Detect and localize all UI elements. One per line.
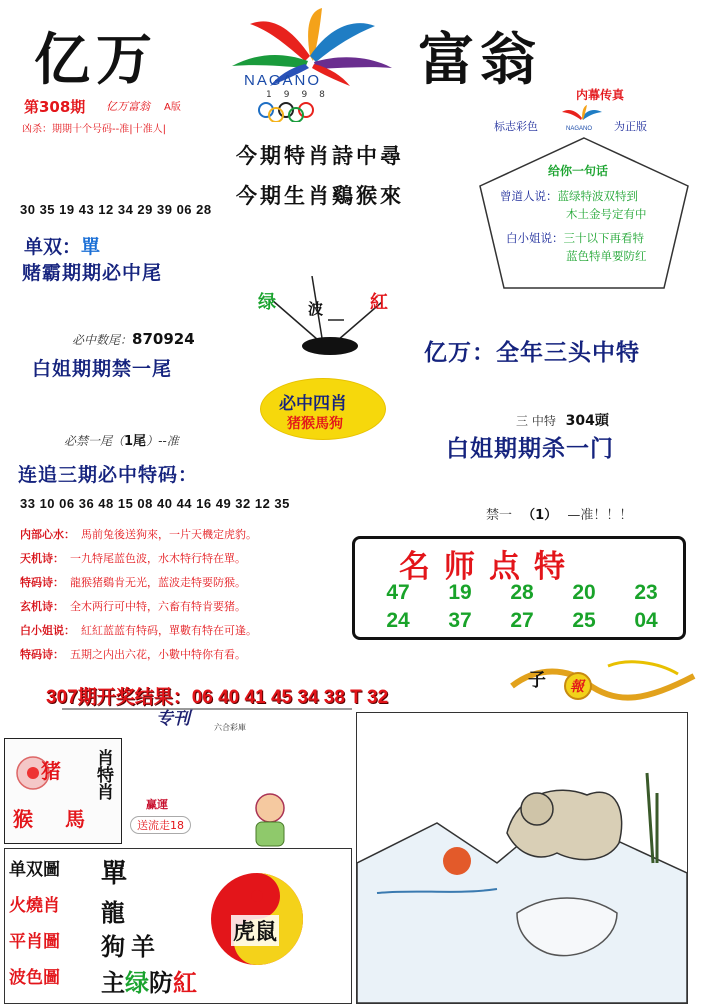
- master-number: 20: [572, 581, 596, 604]
- ban-one: [486, 504, 632, 523]
- small-logo-icon: [556, 104, 608, 134]
- fax-right: 为正版: [614, 120, 647, 133]
- odd-even: [24, 232, 100, 259]
- bottom-col1-item: 平肖圖: [9, 932, 60, 952]
- bowl-graphic: [252, 276, 412, 360]
- bowl-right: 紅: [370, 292, 388, 313]
- child-icon: [242, 790, 302, 850]
- poem-line: 白小姐说： 紅紅蓝蓝有特码，單數有特在可逢。: [20, 624, 257, 637]
- sentence-title: 给你一句话: [548, 164, 609, 178]
- zodiac-vertical: 肖特肖: [93, 749, 113, 800]
- poem-list: [20, 526, 257, 670]
- chase-title: 连追三期必中特码：: [18, 464, 199, 486]
- four-zodiac-title: 必中四肖: [279, 394, 347, 414]
- must-number: [72, 330, 195, 348]
- banner-text: 赢運: [146, 798, 168, 811]
- three-hit: [516, 410, 609, 430]
- bottom-col1-item: 波色圖: [9, 968, 60, 988]
- must-number-line2: 白姐期期禁一尾: [32, 358, 173, 380]
- master-number: 24: [386, 609, 410, 632]
- four-zodiac-value: 猪猴馬狗: [287, 416, 343, 432]
- bottom-defend: 防: [149, 969, 173, 997]
- fax-left: 标志彩色: [494, 120, 538, 133]
- yiwan-line: 亿万：全年三头中特: [424, 340, 640, 366]
- bottom-col1: [9, 855, 77, 999]
- poem-line: 内部心水： 馬前兔後送狗來，一片天機定虎豹。: [20, 528, 257, 541]
- master-number: 27: [510, 609, 534, 632]
- bottom-tiger-rat: 虎鼠: [231, 915, 279, 946]
- odd-even-label: 单双：: [24, 236, 82, 258]
- bottom-zodiac-panel: [4, 848, 352, 1004]
- title-left: 亿万: [34, 27, 158, 93]
- must-ban-prefix: 必禁一尾（: [64, 434, 125, 448]
- logo-year: 1998: [266, 90, 337, 100]
- three-hit-value: 304頭: [565, 413, 609, 429]
- fax-line2: [506, 230, 644, 246]
- bottom-col1-item: 单双圖: [9, 860, 60, 880]
- master-number: 28: [510, 581, 534, 604]
- zodiac-tag: 子: [528, 670, 546, 691]
- zodiac-monkey: 猴: [13, 807, 33, 831]
- fax-line1-text: 蓝绿特波双特到: [557, 189, 638, 203]
- master-title: 名师点特: [399, 549, 579, 585]
- bottom-main: 主: [101, 969, 125, 997]
- master-number: 25: [572, 609, 596, 632]
- ban-one-suffix: —准！！！: [567, 508, 633, 523]
- bottom-col1-item: 火燒肖: [9, 896, 60, 916]
- ban-one-prefix: 禁一: [486, 508, 513, 523]
- kids-picture: [130, 790, 310, 850]
- bowl-left: 绿: [258, 292, 276, 313]
- master-number: 04: [634, 609, 658, 632]
- bottom-dog-sheep: 狗羊: [101, 933, 161, 961]
- zodiac-dragon-banner: [508, 656, 698, 712]
- issue-grade: A版: [164, 102, 181, 113]
- fax-line1: [500, 188, 638, 204]
- master-row-2: [367, 609, 677, 633]
- title-right: 富翁: [418, 27, 542, 93]
- bear-picture: [356, 712, 688, 1004]
- fax-title: 内幕传真: [576, 88, 625, 102]
- master-box: [352, 536, 686, 640]
- issue-subline: 凶杀：期期十个号码--准|十准人|: [22, 124, 166, 135]
- bear-icon: [357, 713, 687, 1003]
- special-sub: 六合彩庫: [214, 723, 246, 732]
- three-hit-label: 三 中特: [516, 414, 556, 428]
- special-title: 专刊: [156, 709, 190, 729]
- center-poem-line1: 今期特肖詩中尋: [236, 143, 404, 168]
- must-ban-suffix: ）--准: [146, 434, 179, 448]
- bowl-middle: 波: [308, 300, 324, 318]
- must-number-label: 必中数尾：: [72, 333, 133, 347]
- master-number: 23: [634, 581, 658, 604]
- ban-one-value: （1）: [522, 508, 558, 523]
- master-number: 47: [386, 581, 410, 604]
- fax-line2-label: 白小姐说：: [506, 231, 564, 245]
- must-ban: [64, 430, 179, 449]
- logo-text: NAGANO: [244, 72, 322, 89]
- bowl-icon: [252, 276, 412, 360]
- banner-text2: 送流走18: [130, 816, 191, 834]
- zodiac-tag2: 報: [570, 679, 584, 695]
- issue-brand: 亿万富翁: [106, 100, 150, 113]
- must-ban-value: 1尾: [124, 434, 147, 449]
- bottom-dragon: 龍: [101, 899, 125, 927]
- poem-line: 玄机诗： 全木两行可中特，六畜有特肯要猪。: [20, 600, 246, 613]
- center-poem-line2: 今期生肖鷄猴來: [236, 183, 404, 208]
- svg-text:NAGANO: NAGANO: [566, 126, 593, 132]
- odd-even-value: 單: [81, 236, 101, 258]
- fax-line2-text: 三十以下再看特: [563, 231, 644, 245]
- odd-even-line2: 赌霸期期必中尾: [22, 262, 163, 284]
- master-number: 37: [448, 609, 472, 632]
- fax-line1-label: 曾道人说：: [500, 189, 558, 203]
- olympic-rings-icon: [252, 102, 362, 122]
- master-number: 19: [448, 581, 472, 604]
- fax-line1-text2: 木土金号定有中: [566, 207, 647, 221]
- zodiac-pig: 猪: [41, 759, 61, 783]
- left-zodiac-panel: [4, 738, 122, 844]
- result-line: 307期开奖结果：06 40 41 45 34 38 T 32: [46, 687, 389, 708]
- bottom-green: 绿: [125, 969, 149, 997]
- four-zodiac-badge: [260, 378, 386, 440]
- bottom-single: 單: [101, 859, 128, 889]
- poem-line: 特码诗： 五期之内出六花，小數中特你有看。: [20, 648, 246, 661]
- divider: [62, 708, 352, 710]
- nagano-logo: [210, 6, 410, 124]
- poem-line: 特码诗： 龍猴猪鷄肯无光，蓝波走特要防猴。: [20, 576, 246, 589]
- numbers-row-1: 30 35 19 43 12 34 29 39 06 28: [20, 202, 212, 217]
- bottom-red: 紅: [173, 969, 197, 997]
- fax-line2-text2: 蓝色特单要防红: [566, 249, 647, 263]
- zodiac-horse: 馬: [65, 807, 85, 831]
- kill-door: 白姐期期杀一门: [446, 436, 614, 462]
- bottom-defend-line: [101, 963, 197, 998]
- issue-number: 第308期: [24, 98, 86, 116]
- master-row-1: [367, 581, 677, 605]
- must-number-value: 870924: [132, 330, 195, 348]
- poem-line: 天机诗： 一九特尾蓝色波，水木特行特在單。: [20, 552, 246, 565]
- numbers-row-2: 33 10 06 36 48 15 08 40 44 16 49 32 12 35: [20, 496, 290, 511]
